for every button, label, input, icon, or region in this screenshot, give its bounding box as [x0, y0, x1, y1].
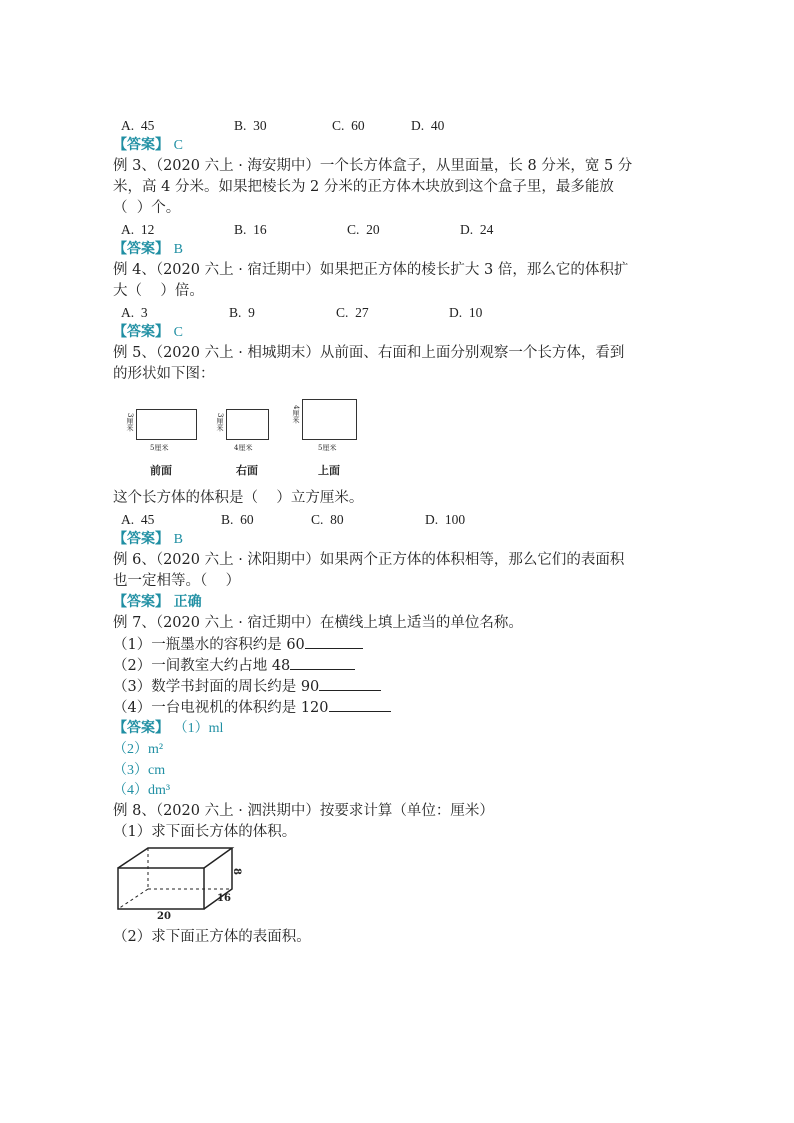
option-d: D. 40 [411, 118, 445, 133]
question-3-line-2: 米，高 4 分米。如果把棱长为 2 分米的正方体木块放到这个盒子里，最多能放 [113, 179, 614, 195]
question-7-line-1: 例 7、（2020 六上 · 宿迁期中）在横线上填上适当的单位名称。 [113, 615, 523, 631]
cuboid-width-label: 16 [217, 893, 231, 904]
answer-value: （3）cm [113, 763, 166, 778]
answer-line [113, 529, 183, 550]
front-view-bottom-label: 5厘米 [150, 444, 169, 452]
answer-tag: 【答案】 [113, 594, 169, 610]
answer-tag: 【答案】 [113, 241, 169, 257]
answer-value: （2）m² [113, 742, 164, 757]
item-text: （1）一瓶墨水的容积约是 60 [113, 637, 305, 653]
answer-line [113, 592, 202, 613]
option-d: D. 100 [425, 512, 466, 527]
top-view-side-label: 4厘米 [292, 405, 300, 424]
answer-blank [305, 634, 363, 649]
front-view-figure [136, 409, 198, 441]
answer-value: C [173, 325, 183, 340]
answer-value: B [173, 242, 183, 257]
answer-tag: 【答案】 [113, 720, 169, 736]
answer-blank [329, 697, 391, 712]
answer-value: （1）ml [173, 721, 224, 736]
option-a: A. 45 [121, 512, 155, 527]
question-8-sub-2: （2）求下面正方体的表面积。 [113, 929, 311, 945]
question-4-line-2: 大（ ）倍。 [113, 283, 204, 299]
option-a: A. 3 [121, 305, 148, 320]
option-b: B. 16 [234, 222, 267, 237]
front-view-side-label: 3厘米 [126, 413, 134, 432]
right-view-caption: 右面 [236, 464, 258, 477]
right-view-figure [226, 409, 270, 441]
question-7-item-2 [113, 655, 355, 677]
answer-value: B [173, 532, 183, 547]
question-7-item-3 [113, 676, 381, 698]
question-6-line-2: 也一定相等。（ ） [113, 573, 241, 589]
option-b: B. 9 [229, 305, 255, 320]
question-8-sub-1: （1）求下面长方体的体积。 [113, 824, 297, 840]
answer-tag: 【答案】 [113, 324, 169, 340]
item-text: （2）一间教室大约占地 48 [113, 658, 291, 674]
item-text: （4）一台电视机的体积约是 120 [113, 700, 329, 716]
question-7-item-4 [113, 697, 391, 719]
answer-line [113, 718, 223, 739]
option-a: A. 12 [121, 222, 155, 237]
question-4-line-1: 例 4、（2020 六上 · 宿迁期中）如果把正方体的棱长扩大 3 倍，那么它的体积扩 [113, 262, 629, 278]
question-5-line-2: 的形状如下图： [113, 366, 215, 382]
question-5-line-1: 例 5、（2020 六上 · 相城期末）从前面、右面和上面分别观察一个长方体，看到 [113, 345, 625, 361]
answer-tag: 【答案】 [113, 137, 169, 153]
right-view-bottom-label: 4厘米 [234, 444, 253, 452]
cuboid-length-label: 20 [157, 911, 171, 922]
option-c: C. 27 [336, 305, 369, 320]
answer-value: （4）dm³ [113, 783, 171, 798]
item-text: （3）数学书封面的周长约是 90 [113, 679, 320, 695]
top-view-bottom-label: 5厘米 [318, 444, 337, 452]
answer-line [113, 239, 183, 260]
option-a: A. 45 [121, 118, 155, 133]
answer-tag: 【答案】 [113, 531, 169, 547]
top-view-caption: 上面 [318, 464, 340, 477]
front-view-caption: 前面 [150, 464, 172, 477]
answer-value: C [173, 138, 183, 153]
option-c: C. 20 [347, 222, 380, 237]
answer-line [113, 322, 183, 343]
option-c: C. 60 [332, 118, 365, 133]
right-view-side-label: 3厘米 [216, 413, 224, 432]
question-3-line-3: （ ）个。 [113, 200, 181, 216]
option-c: C. 80 [311, 512, 344, 527]
option-d: D. 24 [460, 222, 494, 237]
answer-blank [319, 676, 381, 691]
option-b: B. 30 [234, 118, 267, 133]
answer-value: 正确 [173, 594, 202, 610]
option-b: B. 60 [221, 512, 254, 527]
top-view-figure [302, 399, 358, 441]
question-3-line-1: 例 3、（2020 六上 · 海安期中）一个长方体盒子，从里面量，长 8 分米，宽 5 分 [113, 158, 633, 174]
cuboid-height-label: 8 [230, 868, 242, 875]
answer-blank [290, 655, 355, 670]
question-7-item-1 [113, 634, 363, 656]
question-8-line-1: 例 8、（2020 六上 · 泗洪期中）按要求计算（单位：厘米） [113, 803, 494, 819]
question-6-line-1: 例 6、（2020 六上 · 沭阳期中）如果两个正方体的体积相等，那么它们的表面积 [113, 552, 625, 568]
option-d: D. 10 [449, 305, 483, 320]
question-5-line-3: 这个长方体的体积是（ ）立方厘米。 [113, 490, 364, 506]
answer-line [113, 135, 183, 156]
